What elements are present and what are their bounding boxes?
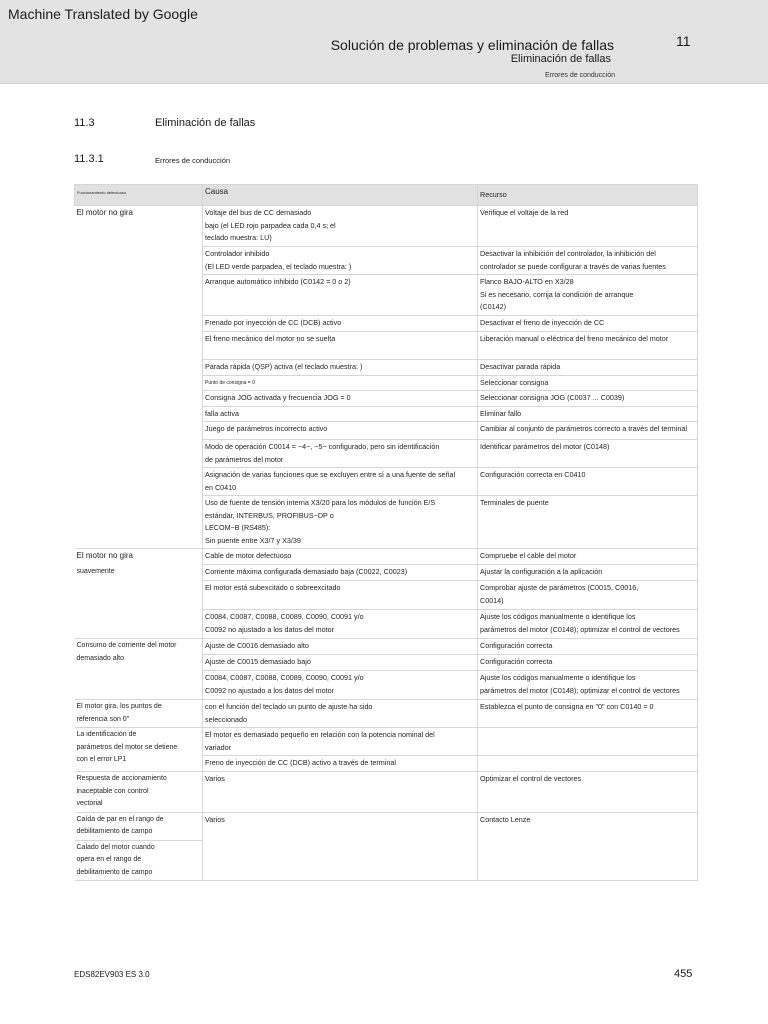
- chapter-number: 11: [676, 33, 691, 49]
- header-cause: Causa: [203, 185, 478, 206]
- section-title: Eliminación de fallas: [155, 117, 256, 129]
- fault-cell: El motor no gira: [75, 206, 203, 247]
- cause-cell: Varios: [203, 772, 478, 813]
- table-row: [75, 391, 698, 407]
- remedy-cell: Ajuste los códigos manualmente o identifique los parámetros del motor (C0148); optimizar el control de vectores: [478, 671, 698, 700]
- remedy-cell: Configuración correcta en C0410: [478, 468, 698, 496]
- translation-banner: [0, 0, 768, 84]
- remedy-cell: Liberación manual o eléctrica del freno mecánico del motor: [478, 331, 698, 359]
- section-number: 11.3: [74, 117, 95, 129]
- subsection-number: 11.3.1: [74, 153, 104, 165]
- subsection-title: Errores de conducción: [155, 156, 231, 165]
- table-row: [75, 440, 698, 468]
- table-row: [75, 468, 698, 496]
- cause-cell: Juego de parámetros incorrecto activo: [203, 422, 478, 440]
- remedy-cell: Desactivar el freno de inyección de CC: [478, 316, 698, 332]
- remedy-cell: Terminales de puente: [478, 496, 698, 549]
- fault-cell: [75, 581, 203, 610]
- remedy-cell: [478, 756, 698, 772]
- header-fault: Funcionamiento defectuoso: [75, 185, 203, 206]
- fault-cell: [75, 391, 203, 407]
- cause-cell: Voltaje del bus de CC demasiado bajo (el LED rojo parpadea cada 0,4 s; el teclado muestra: LU): [203, 206, 478, 247]
- chapter-title: Solución de problemas y eliminación de fallas: [330, 37, 614, 53]
- fault-cell: [75, 247, 203, 275]
- remedy-cell: Contacto Lenze: [478, 812, 698, 881]
- fault-table: [74, 184, 698, 881]
- table-row: [75, 406, 698, 422]
- cause-cell: Varios: [203, 812, 478, 881]
- cause-cell: Asignación de varias funciones que se excluyen entre sí a una fuente de señal en C0410: [203, 468, 478, 496]
- table-row: [75, 581, 698, 610]
- cause-cell: Corriente máxima configurada demasiado baja (C0022, C0023): [203, 565, 478, 581]
- fault-cell: [75, 406, 203, 422]
- cause-cell: El motor es demasiado pequeño en relación con la potencia nominal del variador: [203, 728, 478, 756]
- header-remedy: Recurso: [478, 185, 698, 206]
- cause-cell: Freno de inyección de CC (DCB) activo a través de terminal: [203, 756, 478, 772]
- table-row: [75, 422, 698, 440]
- banner-label: Machine Translated by Google: [8, 6, 198, 22]
- remedy-cell: Ajuste los códigos manualmente o identifique los parámetros del motor (C0148); optimizar el control de vectores: [478, 610, 698, 639]
- fault-cell: [75, 331, 203, 359]
- subsection-subtitle: Errores de conducción: [544, 72, 615, 79]
- remedy-cell: Seleccionar consigna JOG (C0037 ... C0039): [478, 391, 698, 407]
- remedy-cell: Configuración correcta: [478, 655, 698, 671]
- fault-cell: El motor no gira: [75, 549, 203, 565]
- fault-cell: [75, 610, 203, 639]
- cause-cell: Ajuste de C0016 demasiado alto: [203, 639, 478, 655]
- remedy-cell: Flanco BAJO-ALTO en X3/28 Si es necesario, corrija la condición de arranque (C0142): [478, 275, 698, 316]
- fault-cell: [75, 468, 203, 496]
- table-row: [75, 772, 698, 813]
- table-row: [75, 275, 698, 316]
- table-row: [75, 549, 698, 565]
- remedy-cell: Desactivar la inhibición del controlador, la inhibición del controlador se puede configurar a través de varias fuentes: [478, 247, 698, 275]
- cause-cell: con el función del teclado un punto de ajuste ha sido seleccionado: [203, 700, 478, 728]
- document-id: EDS82EV903 ES 3.0: [74, 970, 150, 979]
- section-subtitle: Eliminación de fallas: [510, 53, 611, 65]
- remedy-cell: [478, 728, 698, 756]
- cause-cell: Uso de fuente de tensión interna X3/20 para los módulos de función E/S estándar, INTERBUS, PROFIBUS−DP o LECOM−B (RS485): Sin puente entre X3/7 y X3/39: [203, 496, 478, 549]
- cause-cell: Frenado por inyección de CC (DCB) activo: [203, 316, 478, 332]
- fault-cell: El motor gira, los puntos de referencia son 0": [75, 700, 203, 728]
- table-row: [75, 728, 698, 756]
- table-row: [75, 812, 698, 840]
- table-row: [75, 610, 698, 639]
- remedy-cell: Eliminar fallo: [478, 406, 698, 422]
- fault-cell: [75, 316, 203, 332]
- fault-cell: Respuesta de accionamiento inaceptable con control vectorial: [75, 772, 203, 813]
- remedy-cell: Configuración correcta: [478, 639, 698, 655]
- table-row: [75, 247, 698, 275]
- cause-cell: Parada rápida (QSP) activa (el teclado muestra: ): [203, 359, 478, 375]
- fault-cell: [75, 375, 203, 391]
- table-header-row: [75, 185, 698, 206]
- fault-cell: La identificación de parámetros del motor se detiene con el error LP1: [75, 728, 203, 772]
- remedy-cell: Desactivar parada rápida: [478, 359, 698, 375]
- cause-cell: Modo de operación C0014 = −4−, −5− configurado, pero sin identificación de parámetros del motor: [203, 440, 478, 468]
- page-number: 455: [674, 968, 693, 980]
- fault-cell: Caída de par en el rango de debilitamiento de campo: [75, 812, 203, 840]
- table-row: [75, 359, 698, 375]
- fault-cell: [75, 359, 203, 375]
- remedy-cell: Seleccionar consigna: [478, 375, 698, 391]
- remedy-cell: Establezca el punto de consigna en "0" con C0140 = 0: [478, 700, 698, 728]
- remedy-cell: Compruebe el cable del motor: [478, 549, 698, 565]
- cause-cell: Consigna JOG activada y frecuencia JOG = 0: [203, 391, 478, 407]
- remedy-cell: Cambiar al conjunto de parámetros correcto a través del terminal: [478, 422, 698, 440]
- cause-cell: C0084, C0087, C0088, C0089, C0090, C0091 y/o C0092 no ajustado a los datos del motor: [203, 671, 478, 700]
- table-row: [75, 700, 698, 728]
- fault-cell: Consumo de corriente del motor demasiado alto: [75, 639, 203, 700]
- cause-cell: Arranque automático inhibido (C0142 = 0 o 2): [203, 275, 478, 316]
- cause-cell: Punto de consigna = 0: [203, 375, 478, 391]
- remedy-cell: Optimizar el control de vectores: [478, 772, 698, 813]
- table-row: [75, 316, 698, 332]
- cause-cell: C0084, C0087, C0088, C0089, C0090, C0091 y/o C0092 no ajustado a los datos del motor: [203, 610, 478, 639]
- fault-cell: [75, 422, 203, 440]
- cause-cell: Ajuste de C0015 demasiado bajo: [203, 655, 478, 671]
- cause-cell: Cable de motor defectuoso: [203, 549, 478, 565]
- fault-cell: [75, 440, 203, 468]
- cause-cell: El motor está subexcitado o sobreexcitado: [203, 581, 478, 610]
- cause-cell: falla activa: [203, 406, 478, 422]
- fault-cell: Calado del motor cuando opera en el rango de debilitamiento de campo: [75, 840, 203, 881]
- fault-cell: [75, 496, 203, 549]
- fault-cell: suavemente: [75, 565, 203, 581]
- remedy-cell: Ajustar la configuración a la aplicación: [478, 565, 698, 581]
- cause-cell: El freno mecánico del motor no se suelta: [203, 331, 478, 359]
- table-row: [75, 331, 698, 359]
- table-row: [75, 206, 698, 247]
- cause-cell: Controlador inhibido (El LED verde parpadea, el teclado muestra: ): [203, 247, 478, 275]
- table-row: [75, 639, 698, 655]
- fault-cell: [75, 275, 203, 316]
- table-row: [75, 565, 698, 581]
- table-row: [75, 375, 698, 391]
- remedy-cell: Comprobar ajuste de parámetros (C0015, C0016, C0014): [478, 581, 698, 610]
- table-row: [75, 496, 698, 549]
- remedy-cell: Identificar parámetros del motor (C0148): [478, 440, 698, 468]
- remedy-cell: Verifique el voltaje de la red: [478, 206, 698, 247]
